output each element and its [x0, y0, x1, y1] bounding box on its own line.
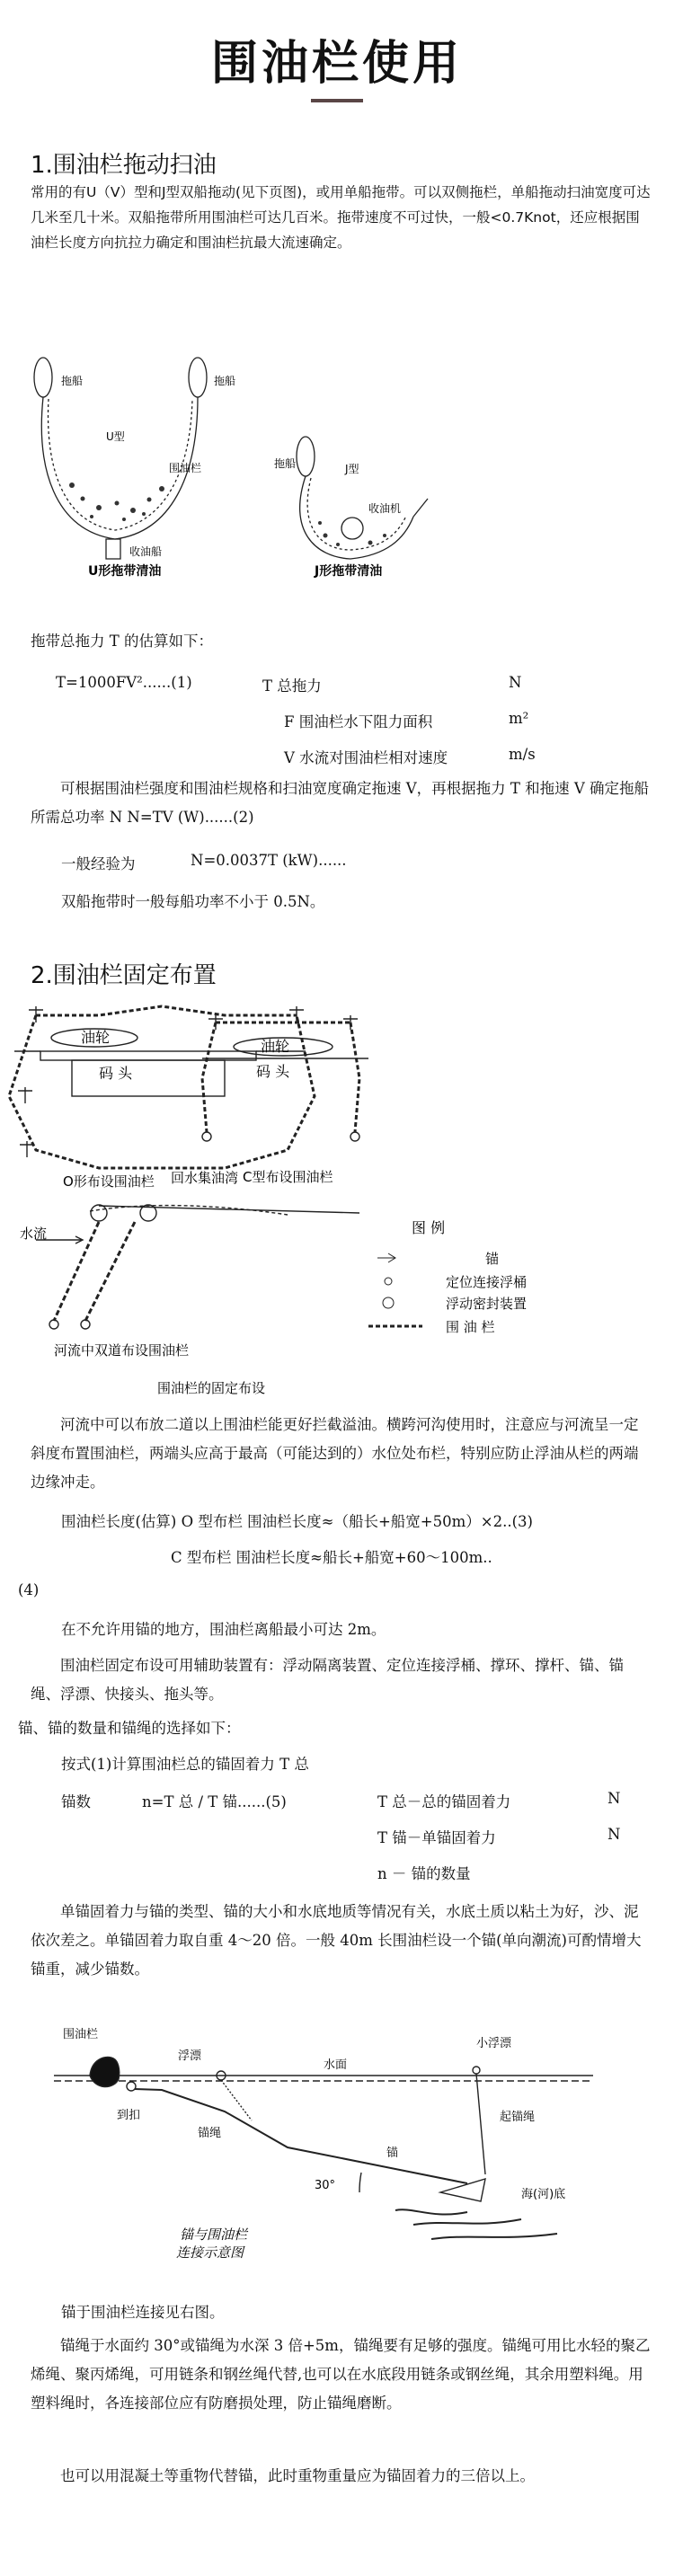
u-caption: U形拖带清油	[88, 564, 162, 579]
river-caption: 河流中双道布设围油栏	[54, 1342, 190, 1359]
buoy-icon	[91, 1205, 107, 1221]
formula-1-unit: N	[509, 674, 522, 691]
tug-right-icon	[189, 358, 207, 397]
small-float-icon	[473, 2067, 480, 2074]
legend-buoy: 定位连接浮桶	[446, 1274, 528, 1290]
u-boat-left-label: 拖船	[61, 375, 84, 387]
anchor-legend-icon	[377, 1253, 395, 1262]
angle-arc	[359, 2173, 361, 2192]
towing-diagram	[18, 323, 485, 602]
anchor-force-paragraph: 单锚固着力与锚的类型、锚的大小和水底地质等情况有关，水底土质以粘土为好，沙、泥依次差之。单锚固着力取自重 4～20 倍。一般 40m 长围油栏设一个锚(单向潮流)可酌情增大锚重，减少锚数。	[31, 1903, 642, 1978]
anchor-fig-seabed-label: 海(河)底	[521, 2188, 566, 2201]
buoy-icon	[49, 1320, 58, 1329]
anchor-fig-anchor-label: 锚	[386, 2147, 399, 2160]
c-dock-label: 码 头	[256, 1063, 290, 1080]
c-ship-label: 油轮	[261, 1038, 290, 1055]
section1-heading: 1.围油栏拖动扫油	[31, 152, 217, 179]
anchor-calc: 按式(1)计算围油栏总的锚固着力 T 总	[61, 1756, 309, 1773]
anchor-rope	[135, 2089, 467, 2183]
rope-paragraph: 锚绳于水面约 30°或锚绳为水深 3 倍+5m，锚绳要有足够的强度。锚绳可用比水轻的聚乙烯绳、聚丙烯绳，可用链条和钢丝绳代替,也可以在水底段用链条或钢丝绳，其余用塑料绳。用塑料绳时，各连接部位应有防磨损处理，防止锚绳磨断。	[31, 2337, 651, 2412]
double-tow-text: 双船拖带时一般每船功率不小于 0.5N。	[61, 893, 325, 910]
aux-paragraph: 围油栏固定布设可用辅助装置有：浮动隔离装置、定位连接浮桶、撑环、撑杆、锚、锚绳、浮漂、快接头、拖头等。	[31, 1657, 624, 1703]
buoy-icon	[81, 1320, 90, 1329]
anchor-num-equation: n=T 总 / T 锚......(5)	[142, 1793, 287, 1810]
formula-1-var: T 总拖力	[262, 677, 322, 695]
u-boat-right-label: 拖船	[214, 375, 236, 387]
buoy-legend-icon	[385, 1278, 392, 1285]
formula-f-unit: m²	[509, 710, 529, 727]
c-caption: C型布设围油栏	[243, 1169, 333, 1185]
o-dock-label: 码 头	[99, 1065, 133, 1082]
anchor-fig-angle-label: 30°	[315, 2179, 336, 2192]
anchor-var-2: T 锚－单锚固着力	[377, 1829, 496, 1846]
legend-title: 图 例	[412, 1219, 446, 1236]
skimmer-boat-icon	[106, 539, 120, 559]
concrete-paragraph: 也可以用混凝土等重物代替锚，此时重物重量应为锚固着力的三倍以上。	[60, 2467, 535, 2484]
anchor-fig-lift-label: 起锚绳	[500, 2111, 536, 2124]
anchor-fig-float-label: 浮漂	[178, 2049, 202, 2063]
j-skimmer-icon	[341, 518, 363, 539]
section2-heading: 2.围油栏固定布置	[31, 962, 217, 989]
o-ship-label: 油轮	[81, 1029, 111, 1046]
u-skimmer-label: 收油船	[129, 545, 163, 558]
length-c-formula: C 型布栏 围油栏长度≈船长+船宽+60～100m..	[171, 1549, 492, 1566]
anchor-connection-diagram	[54, 2004, 611, 2273]
u-tow-figure	[34, 358, 207, 559]
legend-seal: 浮动密封装置	[446, 1296, 528, 1312]
anchor-var-3: n － 锚的数量	[377, 1865, 471, 1882]
anchor-unit-2: N	[607, 1826, 621, 1843]
anchor-unit-1: N	[607, 1790, 621, 1807]
formula-1: T=1000FV²......(1)	[56, 674, 192, 691]
section1-intro: 常用的有U（V）型和J型双船拖动(见下页图)，或用单船拖带。可以双侧拖栏，单船拖动扫油宽度可达几米至几十米。双船拖带所用围油栏可达几百米。拖带速度不可过快，一般<0.7Knot，还应根据围油栏长度方向抗拉力确定和围油栏抗最大流速确定。	[31, 184, 651, 251]
j-tug-icon	[297, 437, 315, 476]
o-dock	[72, 1060, 225, 1096]
see-figure-text: 锚于围油栏连接见右图。	[61, 2304, 225, 2321]
experience-label: 一般经验为	[61, 855, 136, 872]
title-divider	[311, 99, 363, 102]
j-caption: J形拖带清油	[315, 564, 383, 579]
river-layout-figure	[36, 1205, 359, 1329]
tug-left-icon	[34, 358, 52, 397]
anchor-fig-rope-label: 锚绳	[198, 2127, 222, 2140]
river-flow-label: 水流	[20, 1226, 48, 1242]
min-distance-text: 在不允许用锚的地方，围油栏离船最小可达 2m。	[61, 1621, 386, 1638]
buoy-icon	[202, 1132, 211, 1141]
speed-paragraph: 可根据围油栏强度和围油栏规格和扫油宽度确定拖速 V，再根据拖力 T 和拖速 V 确定拖船所需总功率 N N=TV (W)......(2)	[31, 780, 650, 826]
fixed-layout-diagram	[0, 997, 674, 1465]
river-paragraph: 河流中可以布放二道以上围油栏能更好拦截溢油。横跨河沟使用时，注意应与河流呈一定斜度布置围油栏，两端头应高于最高（可能达到的）水位处布栏，特别应防止浮油从栏的两端边缘冲走。	[31, 1416, 639, 1491]
anchor-icon	[18, 1087, 32, 1103]
oil-patches-j	[318, 521, 386, 546]
force-title: 拖带总拖力 T 的估算如下：	[31, 633, 213, 650]
legend-boom: 围 油 栏	[446, 1319, 495, 1335]
anchor-fig-caption-2: 连接示意图	[176, 2244, 244, 2261]
seabed-lines	[395, 2209, 557, 2239]
o-caption: O形布设围油栏	[63, 1173, 155, 1190]
o-layout-figure	[9, 1006, 315, 1168]
seal-legend-icon	[383, 1297, 394, 1308]
anchor-fig-boom-label: 围油栏	[63, 2028, 99, 2041]
j-type-label: J型	[345, 463, 359, 475]
j-skimmer-label: 收油机	[368, 502, 402, 515]
boom-float-icon	[90, 2058, 120, 2087]
anchor-var-1: T 总－总的锚固着力	[377, 1793, 511, 1810]
anchor-fig-water-label: 水面	[324, 2058, 348, 2072]
j-tow-figure	[297, 437, 428, 559]
anchor-fig-caption-1: 锚与围油栏	[180, 2226, 248, 2243]
formula-v-unit: m/s	[509, 746, 536, 763]
formula-v-var: V 水流对围油栏相对速度	[284, 749, 448, 766]
buoy-icon	[350, 1132, 359, 1141]
j-boat-label: 拖船	[274, 457, 297, 470]
anchor-num-label: 锚数	[61, 1793, 91, 1810]
lift-rope	[476, 2074, 485, 2174]
page-title: 围油栏使用	[210, 37, 463, 91]
connector-icon	[127, 2082, 136, 2091]
formula-f-var: F 围油栏水下阻力面积	[284, 713, 433, 730]
experience-equation: N=0.0037T (kW)......	[191, 852, 347, 869]
anchor-fig-connector-label: 到扣	[117, 2109, 141, 2122]
anchor-fig-small-float-label: 小浮漂	[476, 2037, 512, 2050]
u-boom-label: 围油栏	[169, 462, 202, 474]
fixed-layout-caption: 围油栏的固定布设	[157, 1380, 266, 1396]
length-o-formula: 围油栏长度(估算) O 型布栏 围油栏长度≈（船长+船宽+50m）×2..(3)	[61, 1513, 533, 1530]
anchor-title: 锚、锚的数量和锚绳的选择如下：	[18, 1720, 241, 1737]
u-type-label: U型	[106, 430, 125, 443]
river-bay-label: 回水集油湾	[171, 1170, 239, 1186]
legend-anchor: 锚	[485, 1251, 500, 1267]
length-c-number: (4)	[18, 1581, 40, 1598]
